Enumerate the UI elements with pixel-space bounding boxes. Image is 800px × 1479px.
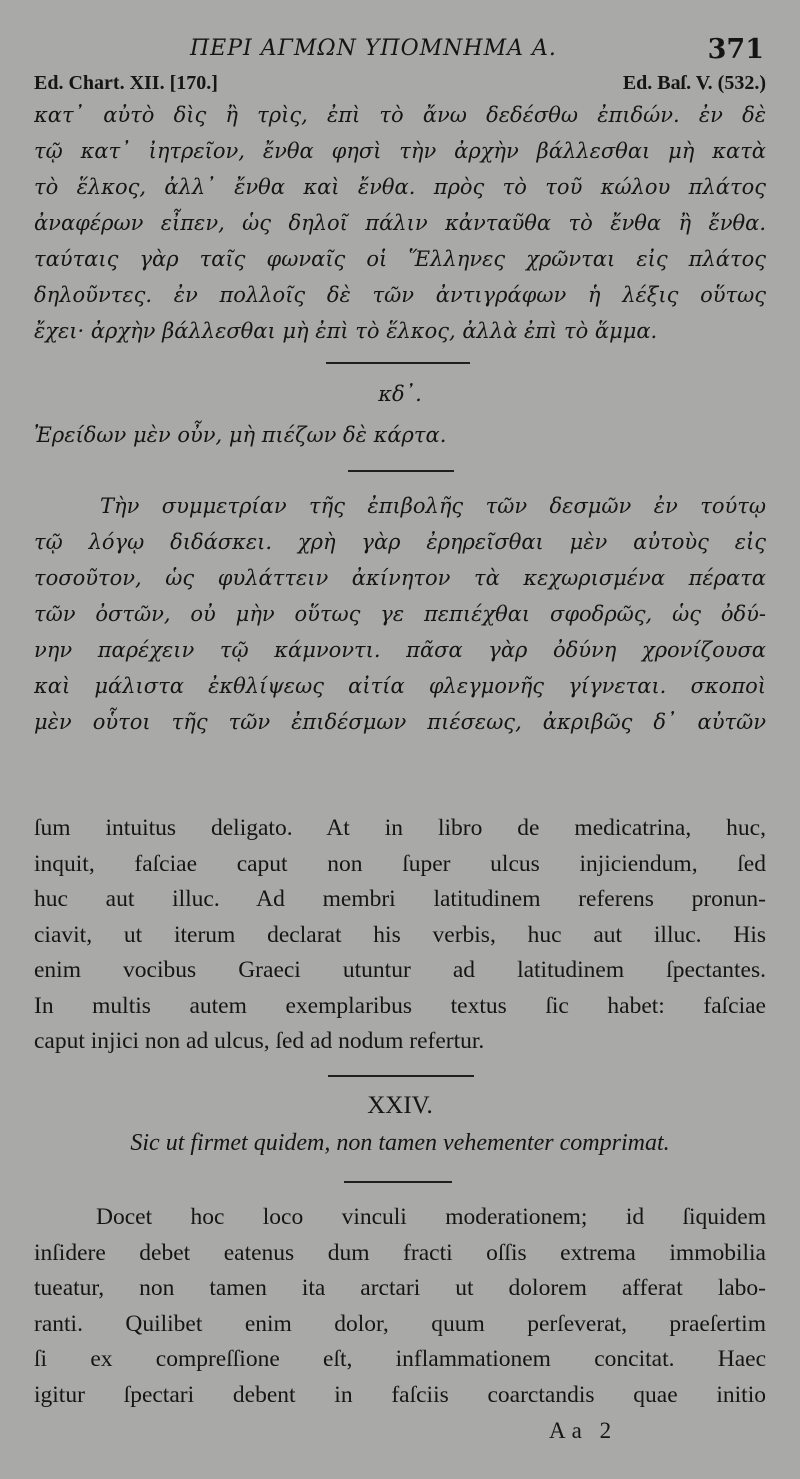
text-line: νην παρέχειν τῷ κάμνοντι. πᾶσα γὰρ ὀδύνη χρονίζουσα	[34, 638, 766, 662]
text-line: τὸ ἕλκος, ἀλλ᾽ ἔνθα καὶ ἔνθα. πρὸς τὸ τοῦ κώλου πλάτος	[34, 175, 766, 199]
text-line: caput injici non ad ulcus, ſed ad nodum refertur.	[34, 1028, 485, 1054]
text-line: καὶ μάλιστα ἐκθλίψεως αἰτία φλεγμονῆς γίγνεται. σκοποὶ	[34, 674, 766, 698]
latin-lemma: Sic ut firmet quidem, non tamen vehementer comprimat.	[130, 1130, 670, 1156]
text-line: τῶν ὀστῶν, οὐ μὴν οὕτως γε πεπιέχθαι σφοδρῶς, ὡς ὀδύ-	[34, 602, 766, 626]
text-line: inſidere debet eatenus dum fracti oſſis extrema immobilia	[34, 1239, 766, 1266]
latin-paragraph-1	[34, 811, 766, 1060]
text-line: In multis autem exemplaribus textus ſic habet: faſciae	[34, 992, 766, 1019]
text-line: ranti. Quilibet enim dolor, quum perſeverat, praeſertim	[34, 1310, 766, 1337]
printer-signature: Aa 2	[549, 1418, 618, 1443]
edition-chartier: Ed. Chart. XII. [170.]	[34, 72, 218, 94]
text-line: ſum intuitus deligato. At in libro de medicatrina, huc,	[34, 815, 766, 841]
latin-paragraph-2	[34, 1200, 766, 1413]
edition-basel: Ed. Baſ. V. (532.)	[622, 72, 766, 94]
text-line: ταύταις γὰρ ταῖς φωναῖς οἱ Ἕλληνες χρῶνται εἰς πλάτος	[34, 247, 766, 271]
edition-line	[34, 72, 766, 98]
text-line: tueatur, non tamen ita arctari ut dolorem afferat labo-	[34, 1275, 766, 1301]
greek-section-number: κδ᾽.	[378, 382, 422, 406]
text-line: ciavit, ut iterum declarat his verbis, huc aut illuc. His	[34, 921, 766, 948]
running-head-title: ΠΕΡΙ ΑΓΜΩΝ ΥΠΟΜΝΗΜΑ Α.	[190, 36, 557, 61]
text-line: τῷ λόγῳ διδάσκει. χρὴ γὰρ ἐρηρεῖσθαι μὲν αὐτοὺς εἰς	[34, 530, 766, 554]
text-line: κατ᾽ αὐτὸ δὶς ἢ τρὶς, ἐπὶ τὸ ἄνω δεδέσθω ἐπιδών. ἐν δὲ	[34, 103, 766, 127]
greek-lemma: Ἐρείδων μὲν οὖν, μὴ πιέζων δὲ κάρτα.	[34, 423, 447, 447]
text-line: τοσοῦτον, ὡς φυλάττειν ἀκίνητον τὰ κεχωρισμένα πέρατα	[34, 566, 766, 590]
text-line: ἔχει· ἀρχὴν βάλλεσθαι μὴ ἐπὶ τὸ ἕλκος, ἀλλὰ ἐπὶ τὸ ἅμμα.	[34, 319, 658, 343]
text-line: igitur ſpectari debent in faſciis coarctandis quae initio	[34, 1381, 766, 1408]
section-divider	[348, 470, 454, 472]
greek-paragraph-1	[34, 97, 766, 349]
section-divider	[344, 1181, 452, 1183]
section-divider	[328, 1075, 474, 1077]
text-line: Docet hoc loco vinculi moderationem; id ſiquidem	[96, 1204, 766, 1230]
text-line: μὲν οὗτοι τῆς τῶν ἐπιδέσμων πιέσεως, ἀκριβῶς δ᾽ αὐτῶν	[34, 710, 766, 734]
section-divider	[326, 362, 470, 364]
text-line: ſi ex compreſſione eſt, inflammationem concitat. Haec	[34, 1346, 766, 1372]
text-line: Τὴν συμμετρίαν τῆς ἐπιβολῆς τῶν δεσμῶν ἐν τούτῳ	[100, 494, 766, 518]
page-number: 371	[707, 34, 764, 65]
text-line: enim vocibus Graeci utuntur ad latitudinem ſpectantes.	[34, 957, 766, 983]
latin-section-number: XXIV.	[367, 1092, 433, 1119]
text-line: τῷ κατ᾽ ἰητρεῖον, ἔνθα φησὶ τὴν ἀρχὴν βάλλεσθαι μὴ κατὰ	[34, 139, 766, 163]
text-line: huc aut illuc. Ad membri latitudinem referens pronun-	[34, 886, 766, 912]
greek-paragraph-2	[34, 488, 766, 740]
running-head	[0, 30, 800, 64]
text-line: inquit, faſciae caput non ſuper ulcus injiciendum, ſed	[34, 850, 766, 877]
text-line: ἀναφέρων εἶπεν, ὡς δηλοῖ πάλιν κἀνταῦθα τὸ ἔνθα ἢ ἔνθα.	[34, 211, 766, 235]
text-line: δηλοῦντες. ἐν πολλοῖς δὲ τῶν ἀντιγράφων ἡ λέξις οὕτως	[34, 283, 766, 307]
